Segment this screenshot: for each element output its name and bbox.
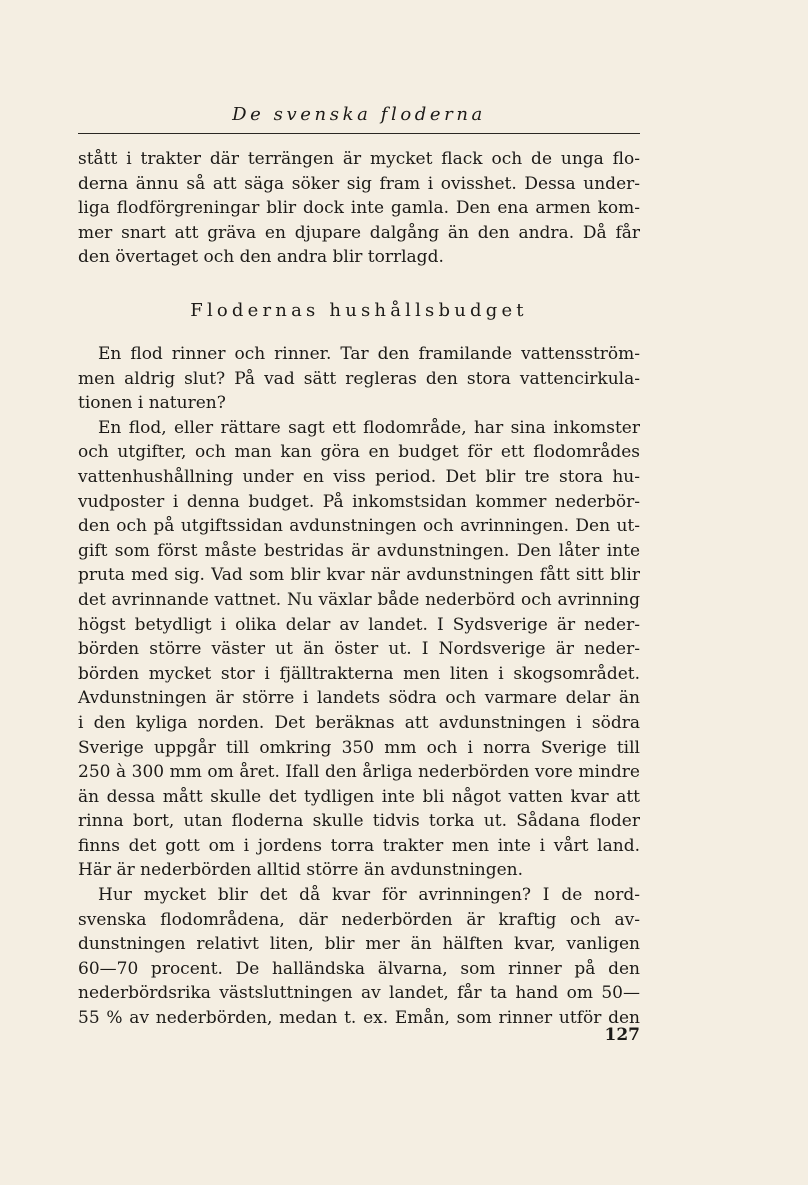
header-rule	[78, 133, 640, 134]
text-line: rinna bort, utan floderna skulle tidvis torka ut. Sådana floder	[78, 811, 640, 832]
text-line: En flod rinner och rinner. Tar den framilande vattensström-	[98, 344, 640, 364]
paragraph	[78, 416, 640, 883]
text-line: derna ännu så att säga söker sig fram i ovisshet. Dessa under-	[78, 173, 640, 194]
text-line: liga flodförgreningar blir dock inte gamla. Den ena armen kom-	[78, 198, 640, 219]
text-line: vattenhushållning under en viss period. Det blir tre stora hu-	[78, 466, 640, 487]
text-line: stått i trakter där terrängen är mycket flack och de unga flo-	[78, 149, 640, 169]
text-line: men aldrig slut? På vad sätt regleras den stora vattencirkula-	[78, 368, 640, 389]
text-line: den övertaget och den andra blir torrlagd.	[78, 247, 444, 268]
text-line: pruta med sig. Vad som blir kvar när avdunstningen fått sitt blir	[78, 565, 640, 586]
text-line: 60—70 procent. De halländska älvarna, som rinner på den	[78, 958, 640, 979]
text-line: nederbördsrika västsluttningen av landet, får ta hand om 50—	[78, 983, 640, 1004]
running-head: De svenska floderna	[232, 104, 486, 125]
text-line: 55 % av nederbörden, medan t. ex. Emån, som rinner utför den	[78, 1008, 640, 1029]
text-line: vudposter i denna budget. På inkomstsidan kommer nederbör-	[78, 491, 640, 512]
text-line: En flod, eller rättare sagt ett flodområde, har sina inkomster	[98, 417, 640, 438]
text-line: Hur mycket blir det då kvar för avrinningen? I de nord-	[98, 885, 640, 906]
text-line: det avrinnande vattnet. Nu växlar både nederbörd och avrinning	[78, 589, 640, 610]
body-text	[78, 342, 640, 1031]
paragraph	[78, 342, 640, 416]
text-line: Här är nederbörden alltid större än avdunstningen.	[78, 860, 524, 881]
text-line: 250 à 300 mm om året. Ifall den årliga nederbörden vore mindre	[78, 762, 640, 783]
text-line: finns det gott om i jordens torra trakter men inte i vårt land.	[78, 835, 640, 856]
text-line: börden mycket stor i fjälltrakterna men liten i skogsområdet.	[78, 663, 640, 684]
text-line: den och på utgiftssidan avdunstningen och avrinningen. Den ut-	[78, 516, 640, 537]
text-line: gift som först måste bestridas är avdunstningen. Den låter inte	[78, 540, 640, 561]
text-line: högst betydligt i olika delar av landet. I Sydsverige är neder-	[78, 614, 640, 635]
intro-paragraph	[78, 147, 640, 270]
text-line: börden större väster ut än öster ut. I Nordsverige är neder-	[78, 639, 640, 660]
paragraph	[78, 883, 640, 1031]
section-heading: Flodernas hushållsbudget	[190, 300, 528, 321]
text-line: Avdunstningen är större i landets södra och varmare delar än	[78, 688, 640, 709]
text-line: mer snart att gräva en djupare dalgång än den andra. Då får	[78, 222, 640, 243]
text-line: dunstningen relativt liten, blir mer än hälften kvar, vanligen	[78, 934, 640, 955]
text-line: än dessa mått skulle det tydligen inte bli något vatten kvar att	[78, 786, 640, 807]
text-line: i den kyliga norden. Det beräknas att avdunstningen i södra	[78, 712, 640, 733]
text-line: Sverige uppgår till omkring 350 mm och i norra Sverige till	[78, 737, 640, 758]
page-number: 127	[604, 1025, 640, 1045]
text-line: och utgifter, och man kan göra en budget för ett flodområdes	[78, 442, 640, 463]
text-line: tionen i naturen?	[78, 393, 226, 414]
text-line: svenska flodområdena, där nederbörden är kraftig och av-	[78, 909, 640, 930]
